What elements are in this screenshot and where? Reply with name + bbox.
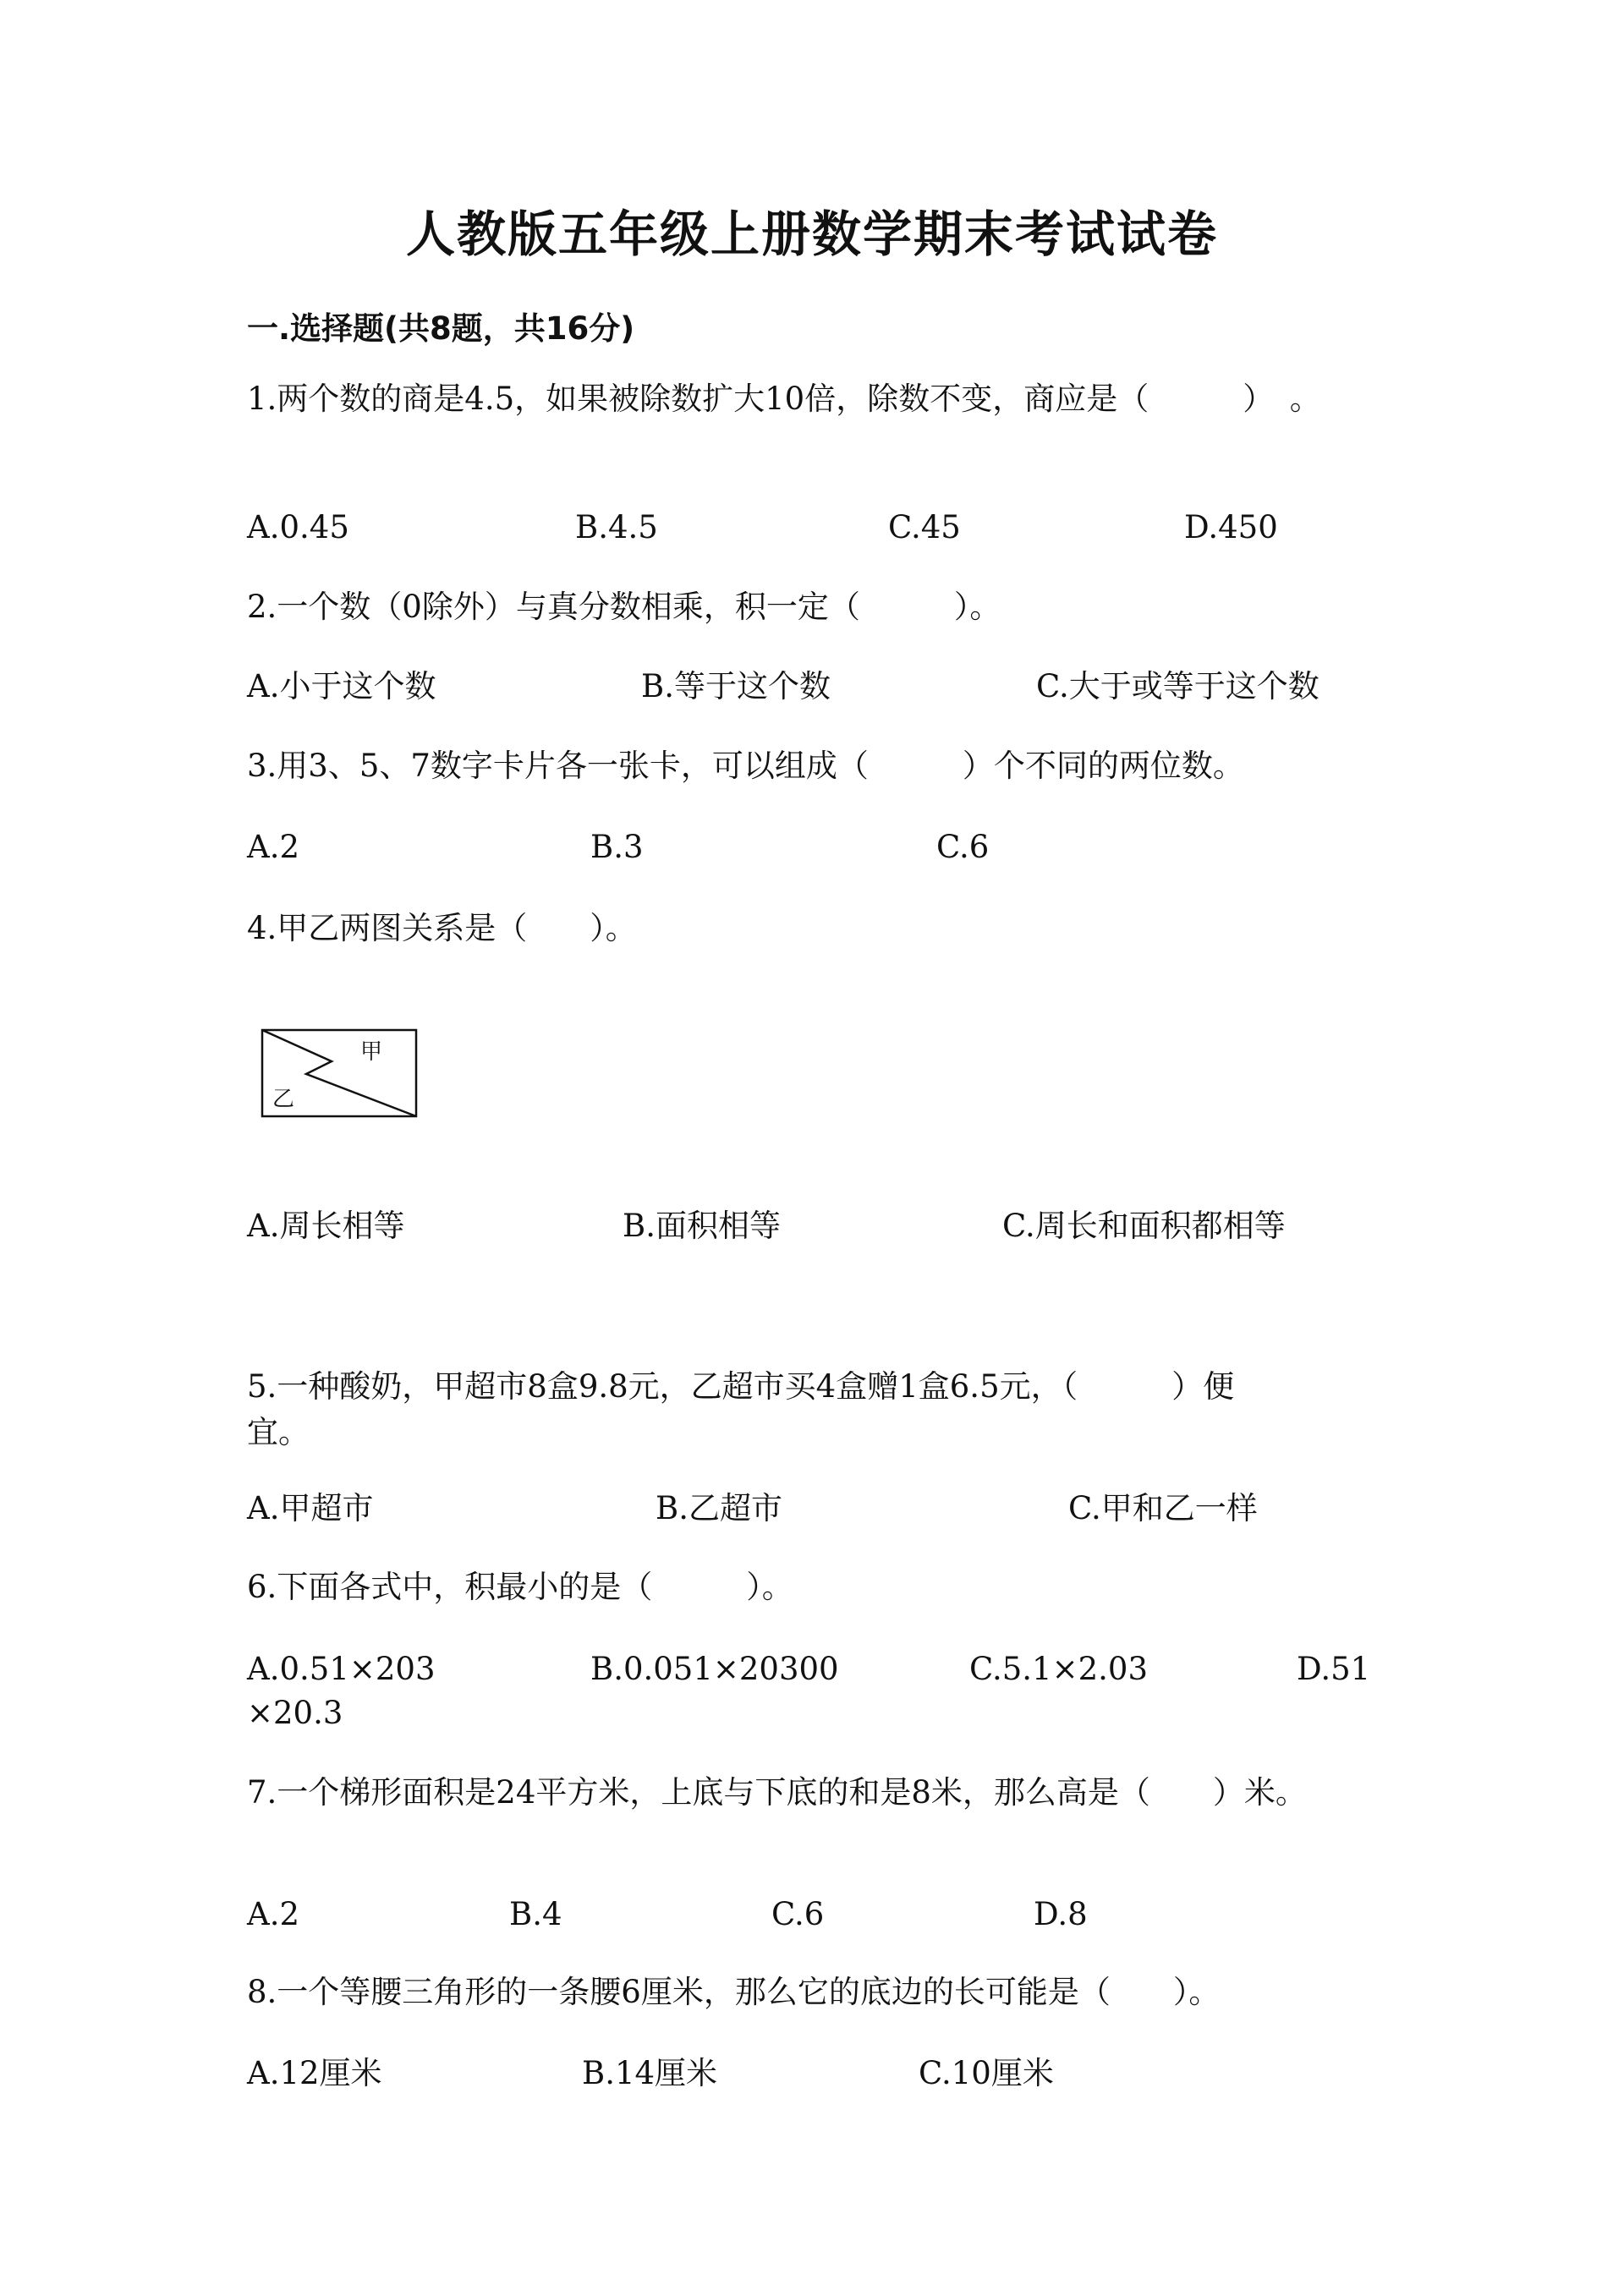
question-3-option-b: B.3 bbox=[590, 829, 644, 865]
question-7-option-a: A.2 bbox=[247, 1896, 300, 1932]
question-6-option-d-wrap: ×20.3 bbox=[247, 1695, 343, 1731]
question-5-option-a: A.甲超市 bbox=[247, 1490, 374, 1526]
section-heading: 一.选择题(共8题，共16分) bbox=[247, 310, 635, 347]
question-6-option-b: B.0.051×20300 bbox=[590, 1651, 839, 1687]
question-7-option-d: D.8 bbox=[1034, 1896, 1088, 1932]
exam-title: 人教版五年级上册数学期末考试试卷 bbox=[405, 205, 1218, 263]
question-4-stem: 4.甲乙两图关系是（ ）。 bbox=[247, 910, 637, 946]
question-8-option-c: C.10厘米 bbox=[919, 2055, 1054, 2091]
question-1-option-b: B.4.5 bbox=[575, 509, 658, 545]
question-5-stem-line1: 5.一种酸奶，甲超市8盒9.8元，乙超市买4盒赠1盒6.5元，（ ）便 bbox=[247, 1368, 1235, 1405]
question-6-option-d: D.51 bbox=[1297, 1651, 1371, 1687]
question-3-option-a: A.2 bbox=[247, 829, 300, 865]
question-8-option-a: A.12厘米 bbox=[247, 2055, 382, 2091]
question-5-stem-line2: 宜。 bbox=[247, 1414, 310, 1450]
question-1-stem: 1.两个数的商是4.5，如果被除数扩大10倍，除数不变，商应是（ ） 。 bbox=[247, 381, 1321, 417]
question-1-option-d: D.450 bbox=[1184, 509, 1278, 545]
question-2-option-b: B.等于这个数 bbox=[641, 668, 831, 704]
question-2-option-a: A.小于这个数 bbox=[247, 668, 436, 704]
question-7-option-b: B.4 bbox=[509, 1896, 562, 1932]
question-1-option-c: C.45 bbox=[888, 509, 961, 545]
question-4-option-a: A.周长相等 bbox=[247, 1208, 405, 1244]
figure-label-jia: 甲 bbox=[360, 1039, 383, 1065]
question-3-option-c: C.6 bbox=[936, 829, 990, 865]
question-6-stem: 6.下面各式中，积最小的是（ ）。 bbox=[247, 1569, 793, 1605]
question-8-stem: 8.一个等腰三角形的一条腰6厘米，那么它的底边的长可能是（ ）。 bbox=[247, 1974, 1221, 2010]
question-7-stem: 7.一个梯形面积是24平方米，上底与下底的和是8米，那么高是（ ）米。 bbox=[247, 1774, 1307, 1811]
question-3-stem: 3.用3、5、7数字卡片各一张卡，可以组成（ ）个不同的两位数。 bbox=[247, 748, 1244, 784]
question-4-option-b: B.面积相等 bbox=[623, 1208, 781, 1244]
question-1-option-a: A.0.45 bbox=[247, 509, 349, 545]
question-2-option-c: C.大于或等于这个数 bbox=[1036, 668, 1320, 704]
question-8-option-b: B.14厘米 bbox=[582, 2055, 718, 2091]
question-4-option-c: C.周长和面积都相等 bbox=[1002, 1208, 1286, 1244]
question-2-stem: 2.一个数（0除外）与真分数相乘，积一定（ ）。 bbox=[247, 589, 1001, 625]
jia-yi-figure bbox=[255, 1023, 425, 1121]
figure-label-yi: 乙 bbox=[272, 1087, 295, 1112]
question-7-option-c: C.6 bbox=[771, 1896, 825, 1932]
question-6-option-a: A.0.51×203 bbox=[247, 1651, 436, 1687]
question-6-option-c: C.5.1×2.03 bbox=[969, 1651, 1148, 1687]
question-5-option-c: C.甲和乙一样 bbox=[1068, 1490, 1258, 1526]
question-5-option-b: B.乙超市 bbox=[656, 1490, 782, 1526]
